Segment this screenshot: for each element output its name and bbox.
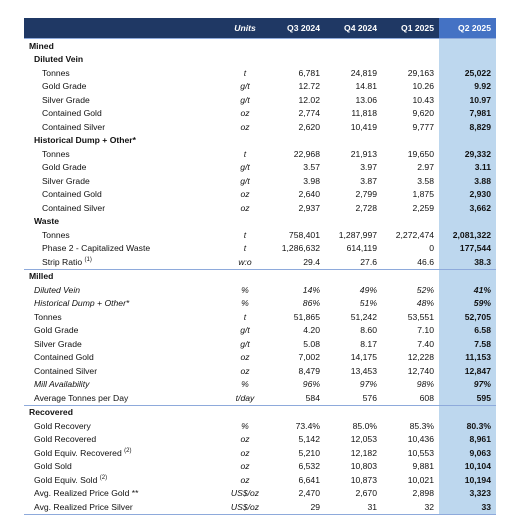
unit-cell: % bbox=[241, 420, 249, 431]
row-label-r-gold-recovery bbox=[24, 419, 222, 433]
unit-cell: g/t bbox=[240, 94, 250, 105]
value-cell-q1: 7.40 bbox=[417, 338, 434, 349]
subsection-row bbox=[24, 215, 496, 229]
value-cell-q4: 21,913 bbox=[350, 148, 377, 159]
value-cell-q3: 14% bbox=[302, 284, 320, 295]
value-cell-q2: 6.58 bbox=[439, 324, 496, 338]
value-cell-q4: 14,175 bbox=[350, 352, 377, 363]
value-cell-q4: 14.81 bbox=[355, 81, 377, 92]
table-row bbox=[24, 364, 496, 378]
value-cell-q3: 3.57 bbox=[303, 162, 320, 173]
row-label-text: Gold Equiv. Sold bbox=[34, 474, 98, 485]
value-cell-q2: 7.58 bbox=[439, 337, 496, 351]
row-label-text: Gold Grade bbox=[42, 162, 87, 173]
value-cell-q2: 29,332 bbox=[439, 147, 496, 161]
table-row bbox=[24, 473, 496, 487]
value-cell-q4: 97% bbox=[359, 379, 377, 390]
value-cell-q2: 7,981 bbox=[439, 107, 496, 121]
unit-cell: t bbox=[243, 243, 247, 254]
header-q1-2025: Q1 2025 bbox=[382, 18, 439, 39]
table-header-row bbox=[24, 18, 496, 39]
value-cell-q1: 53,551 bbox=[407, 311, 434, 322]
value-cell-q1: 98% bbox=[416, 379, 434, 390]
value-cell-q3: 2,640 bbox=[298, 189, 320, 200]
value-cell-q2: 97% bbox=[439, 378, 496, 392]
value-cell-q1: 46.6 bbox=[417, 256, 434, 267]
value-cell-q4: 3.97 bbox=[360, 162, 377, 173]
row-label-dv-tonnes bbox=[24, 66, 222, 80]
table-row bbox=[24, 147, 496, 161]
value-cell-q2: 10,104 bbox=[439, 460, 496, 474]
value-cell-q2: 2,930 bbox=[439, 188, 496, 202]
subsection-row bbox=[24, 134, 496, 148]
row-label-text: Gold Sold bbox=[34, 461, 72, 472]
row-label-r-geq-recovered bbox=[24, 446, 222, 460]
value-cell-q3: 6,641 bbox=[298, 474, 320, 485]
value-cell-q4: 27.6 bbox=[360, 256, 377, 267]
row-label-text: Average Tonnes per Day bbox=[34, 392, 129, 403]
row-label-text: Silver Grade bbox=[42, 175, 90, 186]
row-label-text: Avg. Realized Price Gold ** bbox=[34, 488, 139, 499]
header-q4-2024: Q4 2024 bbox=[325, 18, 382, 39]
table-row bbox=[24, 446, 496, 460]
value-cell-q3: 22,968 bbox=[293, 148, 320, 159]
subsection-waste: Waste bbox=[34, 216, 59, 227]
row-label-m-avg-tpd bbox=[24, 391, 222, 405]
value-cell-q4: 12,182 bbox=[350, 447, 377, 458]
unit-cell: t bbox=[243, 311, 247, 322]
value-cell-q4: 1,287,997 bbox=[338, 229, 377, 240]
header-units: Units bbox=[222, 18, 268, 39]
value-cell-q1: 3.58 bbox=[417, 175, 434, 186]
value-cell-q4: 49% bbox=[359, 284, 377, 295]
value-cell-q3: 7,002 bbox=[298, 352, 320, 363]
row-label-dv-contained-gold bbox=[24, 107, 222, 121]
header-label-cell bbox=[24, 18, 222, 39]
value-cell-q2: 8,961 bbox=[439, 433, 496, 447]
value-cell-q2: 10,194 bbox=[439, 473, 496, 487]
value-cell-q1: 9,777 bbox=[412, 121, 434, 132]
row-label-text: Tonnes bbox=[42, 67, 70, 78]
value-cell-q4: 13.06 bbox=[355, 94, 377, 105]
table-row bbox=[24, 487, 496, 501]
value-cell-q4: 8.17 bbox=[360, 338, 377, 349]
value-cell-q3: 1,286,632 bbox=[281, 243, 320, 254]
table-row bbox=[24, 433, 496, 447]
value-cell-q4: 2,670 bbox=[355, 488, 377, 499]
table-row bbox=[24, 351, 496, 365]
value-cell-q2: 3.88 bbox=[439, 174, 496, 188]
row-label-text: Gold Equiv. Recovered bbox=[34, 447, 122, 458]
unit-cell: g/t bbox=[240, 162, 250, 173]
unit-cell: oz bbox=[240, 202, 250, 213]
value-cell-q4: 85.0% bbox=[352, 420, 377, 431]
row-label-r-gold-sold bbox=[24, 460, 222, 474]
unit-cell: US$/oz bbox=[230, 488, 260, 499]
row-label-text: Contained Silver bbox=[34, 365, 98, 376]
value-cell-q1: 32 bbox=[382, 500, 439, 514]
value-cell-q3: 86% bbox=[302, 298, 320, 309]
row-label-text: Contained Silver bbox=[42, 202, 106, 213]
value-cell-q1: 10,021 bbox=[407, 474, 434, 485]
value-cell-q2: 33 bbox=[439, 500, 496, 514]
value-cell-q4: 10,419 bbox=[350, 121, 377, 132]
row-label-hd-silver-grade bbox=[24, 174, 222, 188]
value-cell-q3: 29.4 bbox=[303, 256, 320, 267]
value-cell-q2: 38.3 bbox=[439, 255, 496, 269]
value-cell-q3: 584 bbox=[305, 392, 320, 403]
unit-cell: t bbox=[243, 148, 247, 159]
row-label-m-contained-silver bbox=[24, 364, 222, 378]
table-row bbox=[24, 161, 496, 175]
row-label-hd-contained-silver bbox=[24, 201, 222, 215]
value-cell-q4: 12,053 bbox=[350, 434, 377, 445]
row-label-text: Tonnes bbox=[42, 148, 70, 159]
value-cell-q4: 8.60 bbox=[360, 325, 377, 336]
row-label-m-contained-gold bbox=[24, 351, 222, 365]
header-q3-2024: Q3 2024 bbox=[268, 18, 325, 39]
table-row bbox=[24, 297, 496, 311]
table-row bbox=[24, 174, 496, 188]
value-cell-q2: 3.11 bbox=[439, 161, 496, 175]
unit-cell: oz bbox=[240, 461, 250, 472]
value-cell-q3: 2,774 bbox=[298, 108, 320, 119]
section-row bbox=[24, 269, 496, 283]
value-cell-q2: 3,323 bbox=[439, 487, 496, 501]
table-row bbox=[24, 460, 496, 474]
value-cell-q4: 2,799 bbox=[355, 189, 377, 200]
value-cell-q2: 11,153 bbox=[439, 351, 496, 365]
value-cell-q1: 2,272,474 bbox=[395, 229, 434, 240]
value-cell-q2: 52,705 bbox=[439, 310, 496, 324]
row-label-text: Silver Grade bbox=[34, 338, 82, 349]
table-row bbox=[24, 419, 496, 433]
unit-cell: oz bbox=[240, 108, 250, 119]
value-cell-q3: 51,865 bbox=[293, 311, 320, 322]
value-cell-q4: 13,453 bbox=[350, 365, 377, 376]
table-row bbox=[24, 107, 496, 121]
value-cell-q3: 4.20 bbox=[303, 325, 320, 336]
row-label-text: Tonnes bbox=[34, 311, 62, 322]
value-cell-q1: 52% bbox=[416, 284, 434, 295]
subsection-historical-dump: Historical Dump + Other* bbox=[34, 135, 136, 146]
row-label-m-diluted bbox=[24, 283, 222, 297]
value-cell-q1: 10,553 bbox=[407, 447, 434, 458]
row-label-text: Mill Availability bbox=[34, 379, 90, 390]
row-label-m-mill-avail bbox=[24, 378, 222, 392]
value-cell-q1: 10,436 bbox=[407, 434, 434, 445]
value-cell-q2: 59% bbox=[439, 297, 496, 311]
row-label-text: Silver Grade bbox=[42, 94, 90, 105]
value-cell-q2: 595 bbox=[439, 391, 496, 405]
value-cell-q3: 758,401 bbox=[288, 229, 320, 240]
value-cell-q1: 0 bbox=[429, 243, 434, 254]
row-label-text: Gold Grade bbox=[34, 325, 79, 336]
value-cell-q4: 10,803 bbox=[350, 461, 377, 472]
section-row bbox=[24, 39, 496, 53]
table-row bbox=[24, 66, 496, 80]
unit-cell: oz bbox=[240, 474, 250, 485]
value-cell-q2: 10.97 bbox=[439, 93, 496, 107]
table-row bbox=[24, 80, 496, 94]
section-mined: Mined bbox=[24, 39, 222, 53]
value-cell-q4: 3.87 bbox=[360, 175, 377, 186]
value-cell-q1: 19,650 bbox=[407, 148, 434, 159]
production-table-container bbox=[24, 18, 496, 515]
value-cell-q1: 2,259 bbox=[412, 202, 434, 213]
row-label-text: Diluted Vein bbox=[34, 284, 81, 295]
table-row bbox=[24, 283, 496, 297]
section-row bbox=[24, 405, 496, 419]
value-cell-q1: 9,620 bbox=[412, 108, 434, 119]
value-cell-q4: 51,242 bbox=[350, 311, 377, 322]
value-cell-q1: 1,875 bbox=[412, 189, 434, 200]
value-cell-q3: 5.08 bbox=[303, 338, 320, 349]
value-cell-q2: 25,022 bbox=[439, 66, 496, 80]
row-label-text: Gold Recovery bbox=[34, 420, 91, 431]
table-row bbox=[24, 201, 496, 215]
row-label-text: Historical Dump + Other* bbox=[34, 298, 130, 309]
unit-cell: % bbox=[241, 379, 249, 390]
unit-cell: g/t bbox=[240, 338, 250, 349]
row-label-text: Contained Silver bbox=[42, 121, 106, 132]
row-label-hd-tonnes bbox=[24, 147, 222, 161]
row-label-dv-contained-silver bbox=[24, 120, 222, 134]
value-cell-q3: 2,470 bbox=[298, 488, 320, 499]
value-cell-q1: 7.10 bbox=[417, 325, 434, 336]
value-cell-q1: 85.3% bbox=[409, 420, 434, 431]
value-cell-q1: 9,881 bbox=[412, 461, 434, 472]
value-cell-q4: 10,873 bbox=[350, 474, 377, 485]
value-cell-q3: 73.4% bbox=[295, 420, 320, 431]
row-label-m-gold-grade bbox=[24, 324, 222, 338]
value-cell-q1: 48% bbox=[416, 298, 434, 309]
table-row bbox=[24, 378, 496, 392]
unit-cell: oz bbox=[240, 121, 250, 132]
value-cell-q1: 29,163 bbox=[407, 67, 434, 78]
row-label-r-gold-recovered bbox=[24, 433, 222, 447]
subsection-diluted-vein: Diluted Vein bbox=[34, 54, 84, 65]
unit-cell: oz bbox=[240, 189, 250, 200]
footnote-marker: (2) bbox=[124, 447, 132, 454]
row-label-w-phase2 bbox=[24, 242, 222, 256]
table-row bbox=[24, 255, 496, 269]
subsection-row bbox=[24, 53, 496, 67]
row-label-text: Contained Gold bbox=[42, 108, 102, 119]
unit-cell: t bbox=[243, 229, 247, 240]
row-label-text: Strip Ratio bbox=[42, 256, 83, 267]
value-cell-q1: 608 bbox=[419, 392, 434, 403]
value-cell-q1: 12,740 bbox=[407, 365, 434, 376]
value-cell-q3: 2,937 bbox=[298, 202, 320, 213]
table-row bbox=[24, 242, 496, 256]
row-label-text: Gold Recovered bbox=[34, 434, 97, 445]
value-cell-q3: 8,479 bbox=[298, 365, 320, 376]
table-body bbox=[24, 39, 496, 515]
value-cell-q3: 6,781 bbox=[298, 67, 320, 78]
footnote-marker: (2) bbox=[99, 474, 108, 481]
unit-cell: % bbox=[241, 284, 249, 295]
row-label-text: Phase 2 - Capitalized Waste bbox=[42, 243, 151, 254]
header-q2-2025: Q2 2025 bbox=[439, 18, 496, 39]
table-row bbox=[24, 391, 496, 405]
row-label-dv-silver-grade bbox=[24, 93, 222, 107]
unit-cell: oz bbox=[240, 352, 250, 363]
unit-cell: oz bbox=[240, 434, 250, 445]
table-row bbox=[24, 324, 496, 338]
unit-cell: oz bbox=[240, 447, 250, 458]
unit-cell: w:o bbox=[238, 256, 252, 267]
table-row bbox=[24, 500, 496, 514]
value-cell-q4: 576 bbox=[362, 392, 377, 403]
value-cell-q3: 5,142 bbox=[298, 434, 320, 445]
row-label-text: Gold Grade bbox=[42, 81, 87, 92]
value-cell-q1: 2,898 bbox=[412, 488, 434, 499]
row-label-w-strip bbox=[24, 255, 222, 269]
production-table bbox=[24, 18, 496, 515]
row-label-r-price-silver bbox=[24, 500, 222, 514]
table-row bbox=[24, 120, 496, 134]
row-label-m-silver-grade bbox=[24, 337, 222, 351]
value-cell-q4: 614,119 bbox=[346, 243, 377, 254]
value-cell-q2: 9.92 bbox=[439, 80, 496, 94]
value-cell-q3: 12.02 bbox=[298, 94, 320, 105]
row-label-text: Contained Gold bbox=[42, 189, 102, 200]
value-cell-q3: 5,210 bbox=[298, 447, 320, 458]
table-row bbox=[24, 188, 496, 202]
unit-cell: g/t bbox=[240, 81, 250, 92]
value-cell-q1: 12,228 bbox=[407, 352, 434, 363]
unit-cell: US$/oz bbox=[222, 500, 268, 514]
value-cell-q2: 2,081,322 bbox=[439, 228, 496, 242]
table-row bbox=[24, 228, 496, 242]
unit-cell: g/t bbox=[240, 325, 250, 336]
unit-cell: g/t bbox=[240, 175, 250, 186]
value-cell-q2: 3,662 bbox=[439, 201, 496, 215]
row-label-m-tonnes bbox=[24, 310, 222, 324]
unit-cell: t bbox=[243, 67, 247, 78]
table-row bbox=[24, 93, 496, 107]
row-label-dv-gold-grade bbox=[24, 80, 222, 94]
unit-cell: oz bbox=[240, 365, 250, 376]
section-recovered: Recovered bbox=[24, 405, 222, 419]
table-row bbox=[24, 337, 496, 351]
value-cell-q2: 8,829 bbox=[439, 120, 496, 134]
row-label-text: Tonnes bbox=[42, 229, 70, 240]
value-cell-q3: 12.72 bbox=[298, 81, 320, 92]
value-cell-q3: 2,620 bbox=[298, 121, 320, 132]
value-cell-q2: 12,847 bbox=[439, 364, 496, 378]
value-cell-q2: 9,063 bbox=[439, 446, 496, 460]
footnote-marker: (1) bbox=[84, 256, 92, 263]
table-row bbox=[24, 310, 496, 324]
row-label-r-geq-sold bbox=[24, 473, 222, 487]
row-label-r-price-gold bbox=[24, 487, 222, 501]
section-milled: Milled bbox=[24, 269, 222, 283]
value-cell-q1: 10.26 bbox=[412, 81, 434, 92]
value-cell-q4: 31 bbox=[325, 500, 382, 514]
unit-cell: t/day bbox=[235, 392, 255, 403]
value-cell-q2: 177,544 bbox=[439, 242, 496, 256]
row-label-m-hist bbox=[24, 297, 222, 311]
row-label-hd-contained-gold bbox=[24, 188, 222, 202]
row-label-w-tonnes bbox=[24, 228, 222, 242]
value-cell-q2: 80.3% bbox=[439, 419, 496, 433]
value-cell-q4: 2,728 bbox=[355, 202, 377, 213]
value-cell-q4: 11,818 bbox=[351, 108, 377, 119]
value-cell-q1: 10.43 bbox=[412, 94, 434, 105]
value-cell-q4: 51% bbox=[359, 298, 377, 309]
value-cell-q3: 29 bbox=[268, 500, 325, 514]
value-cell-q3: 6,532 bbox=[298, 461, 320, 472]
row-label-hd-gold-grade bbox=[24, 161, 222, 175]
value-cell-q3: 3.98 bbox=[303, 175, 320, 186]
row-label-text: Contained Gold bbox=[34, 352, 94, 363]
value-cell-q2: 41% bbox=[439, 283, 496, 297]
value-cell-q3: 96% bbox=[302, 379, 320, 390]
value-cell-q4: 24,819 bbox=[350, 67, 377, 78]
row-label-text: Avg. Realized Price Silver bbox=[34, 501, 133, 512]
unit-cell: % bbox=[241, 298, 249, 309]
value-cell-q1: 2.97 bbox=[417, 162, 434, 173]
